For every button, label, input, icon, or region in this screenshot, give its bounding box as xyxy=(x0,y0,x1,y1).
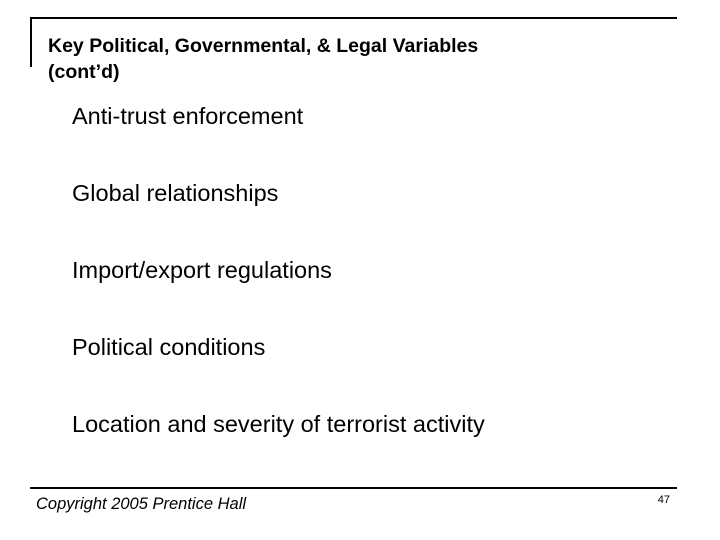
slide-title-line-1: Key Political, Governmental, & Legal Variables xyxy=(48,35,479,57)
bullet-item: Political conditions xyxy=(72,334,266,360)
bullet-item: Import/export regulations xyxy=(72,257,332,283)
copyright-text: Copyright 2005 Prentice Hall xyxy=(36,495,247,513)
bullet-item: Location and severity of terrorist activity xyxy=(72,411,485,437)
bullet-item: Anti-trust enforcement xyxy=(72,103,304,129)
left-divider xyxy=(30,17,32,67)
slide-title xyxy=(48,33,668,85)
bullet-list xyxy=(72,103,485,488)
top-divider xyxy=(30,17,677,19)
bullet-item: Global relationships xyxy=(72,180,279,206)
page-number: 47 xyxy=(657,494,670,506)
footer-divider xyxy=(30,487,677,489)
slide-title-line-2: (cont’d) xyxy=(48,61,120,83)
